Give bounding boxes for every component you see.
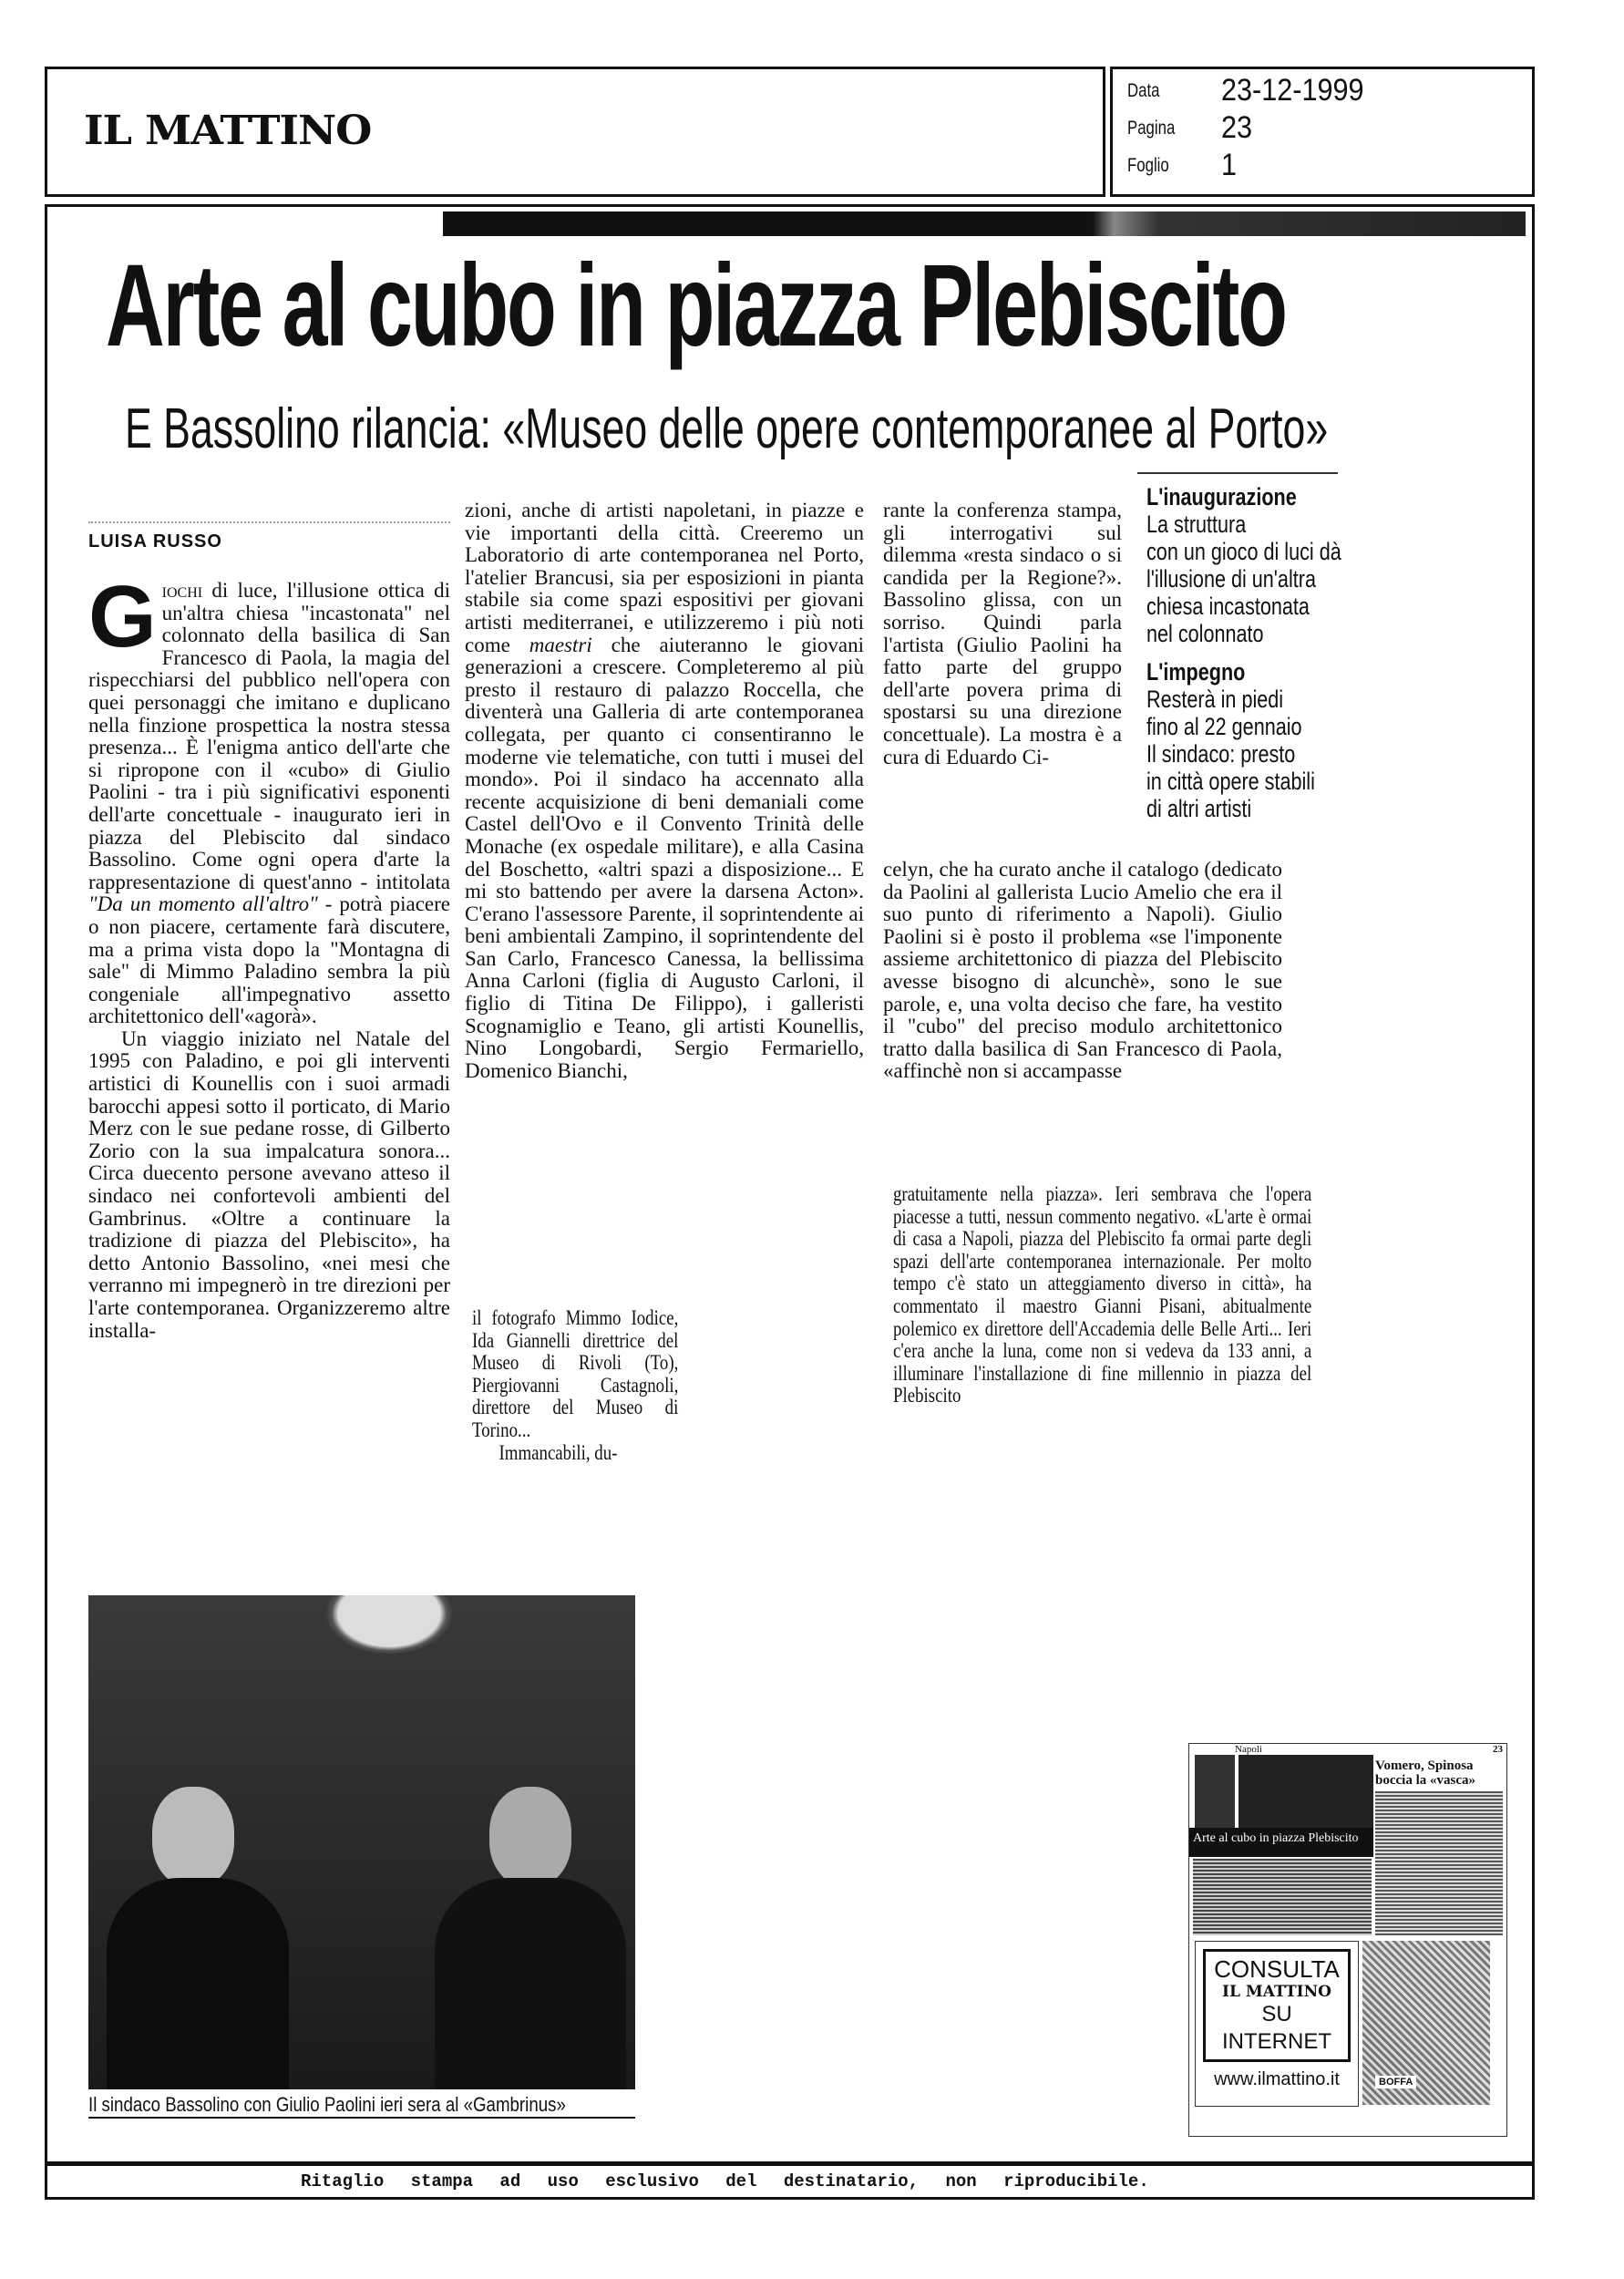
column-2-lower — [472, 1307, 678, 1464]
sidebar-line: di altri artisti — [1146, 795, 1252, 822]
thumb-text-block — [1193, 1859, 1372, 1935]
boffa-ad — [1362, 1941, 1490, 2105]
paragraph: zioni, anche di artisti napoletani, in piazze e vie importanti della città. Creeremo un Laboratorio di arte contemporanea nel Porto, l'atelier Brancusi, sia per esposizioni in pianta stabile sia come spazi espositivi per giovani artisti mediterranei, e utilizzeremo i più noti come — [465, 499, 864, 656]
lead-word: iochi — [161, 579, 203, 602]
sidebar-heading: L'impegno — [1146, 658, 1246, 686]
footer-notice: Ritaglio stampa ad uso esclusivo del destinatario, non riproducibile. — [301, 2171, 1149, 2191]
italic-word: maestri — [529, 633, 592, 656]
article-subtitle: E Bassolino rilancia: «Museo delle opere contemporanee al Porto» — [125, 397, 1329, 460]
paragraph: che aiuteranno le giovani generazioni a crescere. Completeremo al più presto il restauro di palazzo Roccella, che diventerà una Galleria di arte contemporanea collegata, per quanto ci consentiranno le moderne vie telematiche, con tutti i musei del mondo». Poi il sindaco ha accennato alla recente acquisizione di beni demaniali come Castel dell'Ovo e il Convento Trinità delle Monache (ex ospedale militare), e alla Casina del Boschetto, «altri spazi a disposizione... E mi sto battendo per avere la darsena Acton». C'erano l'assessore Parente, il soprintendente ai beni ambientali Zampino, il soprintendente del San Carlo, Francesco Canessa, la bellissima Anna Carloni (figlia di Augusto Carloni, il figlio di Titina De Filippo), i galleristi Scognamiglio e Teano, gli artisti Kounellis, Nino Longobardi, Sergio Fermariello, Domenico Bianchi, — [465, 633, 864, 1082]
column-1 — [88, 568, 450, 1342]
page-thumbnail — [1188, 1743, 1507, 2137]
article-photo — [88, 1595, 635, 2089]
thumb-page-number: 23 — [1493, 1744, 1503, 1755]
sidebar-line: chiesa incastonata — [1146, 593, 1310, 620]
sidebar-line: nel colonnato — [1146, 620, 1264, 647]
paragraph: Immancabili, du- — [499, 1440, 618, 1464]
article-title: Arte al cubo in piazza Plebiscito — [106, 241, 1286, 371]
paragraph: - potrà piacere o non piacere, certamente farà discutere, ma a prima vista dopo la "Montagna di sale" di Mimmo Paladino sembra la più congeniale all'impegnativo assetto architettonico dell'«agorà». — [88, 892, 450, 1028]
column-3-lower — [893, 1183, 1311, 1408]
ad-url: www.ilmattino.it — [1214, 2069, 1340, 2089]
person-right-body — [435, 1878, 626, 2089]
paragraph: gratuitamente nella piazza». Ieri sembrava che l'opera piacesse a tutti, nessun commento negativo. «L'arte è ormai di casa a Napoli, piazza del Plebiscito fa ormai parte degli spazi dell'arte contemporanea internazionale. Per molto tempo c'è stato un atteggiamento diverso in città», ha commentato il maestro Gianni Pisani, abitualmente polemico ex direttore dell'Accademia delle Belle Arti... Ieri c'era anche la luna, come non si vedeva da 133 anni, a illuminare l'installazione di fine millennio in piazza del Plebiscito — [893, 1182, 1312, 1408]
sidebar-line: fino al 22 gennaio — [1146, 713, 1302, 740]
ad2-brand: BOFFA — [1375, 2076, 1416, 2088]
page-value: 23 — [1221, 110, 1253, 145]
top-black-bar — [443, 211, 1526, 236]
column-3-wide — [883, 859, 1282, 1083]
thumb-section: Napoli — [1235, 1744, 1262, 1755]
newspaper-logo: IL MATTINO — [84, 108, 372, 154]
internet-ad — [1195, 1941, 1359, 2107]
paragraph: di luce, l'illusione ottica di un'altra chiesa "incastonata" nel colonnato della basilica di San Francesco di Paola, la magia del rispecchiarsi del pubblico nell'opera con quei personaggi che imitano e duplicano nella finzione prospettica la nostra stessa presenza... È l'enigma antico dell'arte che si ripropone con il «cubo» di Giulio Paolini - tra i più significativi esponenti dell'arte concettuale - inaugurato ieri in piazza del Plebiscito dal sindaco Bassolino. Come ogni opera d'arte la rappresentazione di quest'anno - intitolata — [88, 579, 450, 893]
person-left-body — [107, 1878, 289, 2089]
paragraph: Un viaggio iniziato nel Natale del 1995 con Paladino, e poi gli interventi artistici di Kounellis con i suoi armadi barocchi appesi sotto il porticato, di Mario Merz con le sue pedane rosse, di Gilberto Zorio con la sua impalcatura sonora... Circa duecento persone avevano atteso il sindaco nei confortevoli ambienti del Gambrinus. «Oltre a continuare la tradizione di piazza del Plebiscito», ha detto Antonio Bassolino, «nei mesi che verranno mi impegnerò in tre direzioni per l'arte contemporanea. Organizzeremo altre installa- — [88, 1026, 450, 1342]
sidebar-line: La struttura — [1146, 510, 1247, 538]
paragraph: il fotografo Mimmo Iodice, Ida Giannelli direttrice del Museo di Rivoli (To), Piergiovanni Castagnoli, direttore del Museo di Torino... — [472, 1306, 679, 1441]
subtitle-rule — [1137, 472, 1338, 474]
thumb-headline: Arte al cubo in piazza Plebiscito — [1193, 1831, 1359, 1845]
date-value: 23-12-1999 — [1221, 73, 1364, 108]
sidebar-heading: L'inaugurazione — [1146, 483, 1297, 510]
drop-cap: G — [88, 568, 157, 665]
sheet-value: 1 — [1221, 148, 1238, 182]
sidebar-line: con un gioco di luci dà — [1146, 538, 1341, 565]
paragraph: rante la conferenza stampa, gli interrogativi sul dilemma «resta sindaco o si candida per la Regione?». Bassolino glissa, con un sorriso. Quindi parla l'artista (Giulio Paolini ha fatto parte del gruppo dell'arte povera prima di spostarsi su una direzione concettuale). La mostra è a cura di Eduardo Ci- — [883, 499, 1122, 768]
sidebar-line: Il sindaco: presto — [1146, 740, 1296, 768]
page-label: Pagina — [1127, 118, 1176, 139]
sheet-label: Foglio — [1127, 155, 1169, 176]
paragraph: celyn, che ha curato anche il catalogo (dedicato da Paolini al gallerista Lucio Amelio che era il suo punto di riferimento a Napoli). Giulio Paolini si è posto il problema «se l'imponente assieme architettonico di piazza del Plebiscito avesse bisogno di alcunchè», sono le sue parole, e, una volta deciso che fare, ha vestito il "cubo" del preciso modulo architettonico tratto dalla basilica di San Francesco di Paola, «affinchè non si accampasse — [883, 858, 1282, 1083]
thumb-photo — [1239, 1755, 1373, 1828]
sidebar-line: in città opere stabili — [1146, 768, 1315, 795]
ad-line-1: CONSULTA — [1214, 1955, 1340, 1983]
person-left — [152, 1787, 234, 1887]
thumb-other-headline: Vomero, Spinosa boccia la «vasca» — [1375, 1758, 1475, 1788]
column-3-upper — [883, 500, 1122, 768]
byline-rule — [88, 521, 450, 523]
sidebar-line: l'illusione di un'altra — [1146, 565, 1316, 593]
sidebar-summary — [1146, 483, 1341, 822]
caption-rule — [88, 2117, 635, 2119]
ad-line-3: SU INTERNET — [1222, 2002, 1331, 2054]
sidebar-line: Resterà in piedi — [1146, 686, 1284, 713]
column-2 — [465, 500, 864, 1082]
person-right — [489, 1787, 571, 1887]
photo-caption: Il sindaco Bassolino con Giulio Paolini ieri sera al «Gambrinus» — [88, 2093, 566, 2116]
ad-line-2: IL MATTINO — [1222, 1983, 1331, 2001]
artwork-title: "Da un momento all'altro" — [88, 892, 318, 916]
date-label: Data — [1127, 80, 1160, 101]
thumb-sidebar — [1195, 1755, 1235, 1828]
ad-inner-box — [1203, 1949, 1351, 2062]
byline: LUISA RUSSO — [88, 531, 222, 552]
thumb-text-block — [1375, 1791, 1503, 1935]
